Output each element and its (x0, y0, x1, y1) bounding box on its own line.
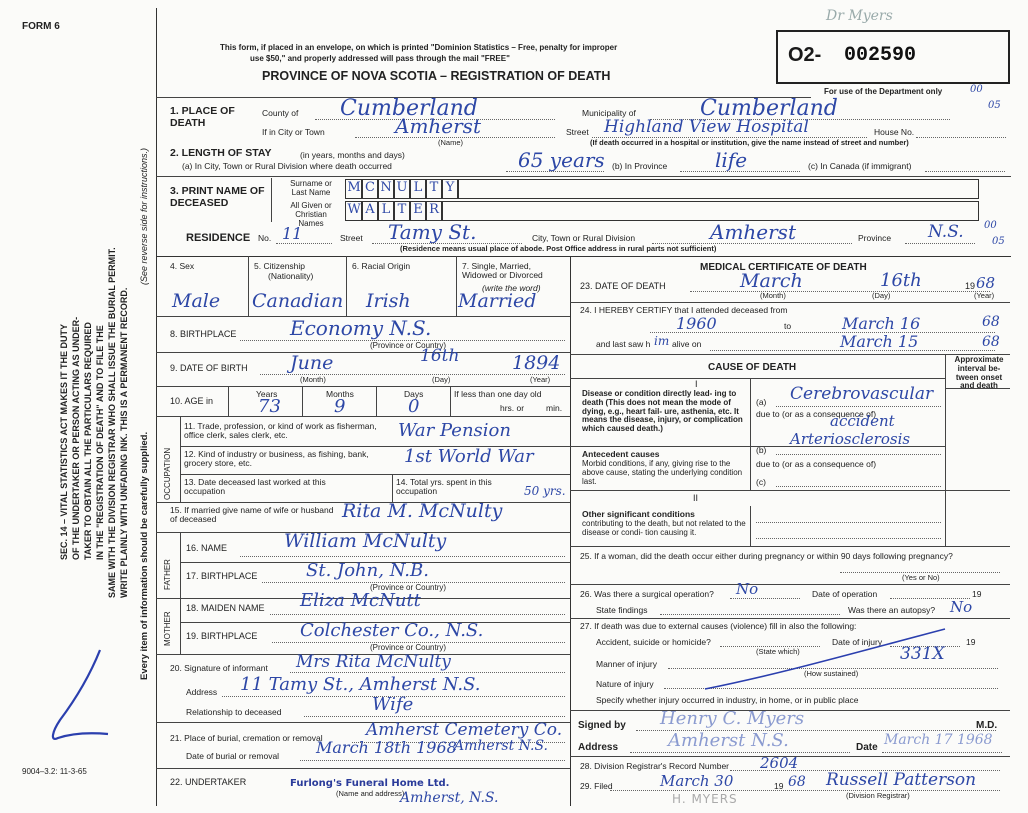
marital-value: Married (458, 290, 537, 312)
stay-sub: (in years, months and days) (300, 150, 405, 160)
antecedent-label: Antecedent causes (582, 449, 660, 459)
spouse-value: Rita M. McNulty (342, 500, 503, 522)
birthplace-caption: (Province or Country) (370, 341, 447, 350)
municipality-value: Cumberland (700, 96, 838, 121)
mother-name-label: 18. MAIDEN NAME (186, 603, 265, 613)
undertaker-address: Amherst, N.S. (400, 790, 499, 806)
header-note-2: use $50," and properly addressed will pass through the mail "FREE" (250, 54, 510, 63)
stay-a-value: 65 years (518, 148, 605, 172)
death-caption-month: (Month) (760, 291, 786, 300)
residence-province: N.S. (928, 222, 964, 242)
undertaker-label: 22. UNDERTAKER (170, 777, 247, 787)
surname-label: Surname or Last Name (290, 179, 332, 197)
occupation-q11-label: 11. Trade, profession, or kind of work as fisherman, office clerk, sales clerk, etc. (184, 421, 377, 441)
surgery-value: No (736, 580, 759, 598)
age-days: 0 (408, 396, 420, 417)
residence-no: 11 (282, 224, 303, 243)
age-lt-label: If less than one day old (454, 389, 542, 399)
record-number-label: 28. Division Registrar's Record Number (580, 761, 730, 771)
sex-label: 4. Sex (170, 261, 195, 271)
registrar-signature: Russell Patterson (826, 770, 977, 790)
marital-sub: (write the word) (482, 283, 541, 293)
stay-a-label: (a) In City, Town or Rural Division where death occurred (182, 161, 392, 171)
occupation-q12-value: 1st World War (404, 446, 534, 467)
informant-address-label: Address (186, 687, 218, 697)
signed-by-label: Signed by (578, 720, 626, 731)
residence-code-1: 00 (984, 220, 997, 231)
alive-on-label: alive on (672, 339, 702, 349)
given-label: All Given or Christian Names (290, 201, 332, 228)
section-i-label: I (695, 379, 698, 389)
residence-city: Amherst (710, 220, 796, 244)
signer-address: Amherst N.S. (668, 730, 789, 751)
age-months: 9 (334, 396, 346, 417)
mother-name: Eliza McNutt (300, 590, 421, 611)
external-code: 331X (900, 644, 945, 664)
county-value: Cumberland (340, 96, 478, 121)
burial-place: Amherst Cemetery Co. (366, 720, 563, 740)
cause-a-value-2: accident (830, 412, 895, 430)
dept-code-1: 00 (970, 84, 983, 95)
city-value: Amherst (395, 114, 481, 138)
other-conditions-label: Other significant conditions (582, 509, 695, 519)
residence-province-label: Province (858, 233, 892, 243)
father-name-label: 16. NAME (186, 543, 228, 553)
father-birthplace: St. John, N.B. (306, 560, 429, 581)
residence-city-label: City, Town or Rural Division (532, 233, 636, 243)
mother-side-label: MOTHER (163, 611, 172, 646)
autopsy-value: No (950, 598, 973, 616)
signed-date: March 17 1968 (884, 732, 993, 748)
birthplace-value: Economy N.S. (290, 316, 432, 340)
dob-year: 1894 (512, 352, 561, 374)
residence-street: Tamy St. (388, 220, 477, 244)
injury-date-label: Date of injury (832, 637, 883, 647)
injury-year-prefix: 19 (966, 637, 976, 647)
attended-to-year: 68 (982, 314, 1000, 330)
cause-b-label: (b) (756, 445, 767, 455)
age-hrs: hrs. or (500, 403, 525, 413)
cause-due-a: due to (or as a consequence of) (756, 409, 877, 419)
father-name: William McNulty (284, 530, 447, 552)
mother-birthplace-caption: (Province or Country) (370, 643, 447, 652)
filed-year: 68 (788, 774, 806, 790)
mother-birthplace: Colchester Co., N.S. (300, 620, 484, 641)
external-causes-label: 27. If death was due to external causes (violence) fill in also the following: (580, 621, 857, 631)
residence-code-2: 05 (992, 236, 1005, 247)
state-which-caption: (State which) (756, 647, 800, 656)
dob-caption-year: (Year) (530, 375, 551, 384)
reg-number: 002590 (844, 44, 917, 67)
alive-on-year: 68 (982, 334, 1000, 350)
pregnancy-caption: (Yes or No) (902, 573, 940, 582)
relationship-label: Relationship to deceased (186, 707, 282, 717)
cause-a-label: (a) (756, 397, 767, 407)
every-item-note: Every item of information should be carefully supplied. (139, 431, 150, 680)
dob-month: June (290, 352, 334, 374)
antecedent-sub: Morbid conditions, if any, giving rise to the above cause, stating the underlying condition last. (582, 459, 743, 486)
county-label: County of (262, 108, 299, 118)
death-day: 16th (880, 270, 922, 291)
birthplace-label: 8. BIRTHPLACE (170, 329, 237, 339)
racial-value: Irish (366, 290, 411, 312)
burial-place-label: 21. Place of burial, cremation or removal (170, 733, 323, 743)
informant-signature: Mrs Rita McNulty (296, 652, 451, 672)
informant-signature-label: 20. Signature of informant (170, 663, 268, 673)
dob-caption-month: (Month) (300, 375, 326, 384)
stamp-name: H. MYERS (672, 792, 738, 806)
section-ii-label: II (693, 493, 699, 503)
age-label: 10. AGE in (170, 396, 214, 406)
how-sustained-caption: (How sustained) (804, 669, 859, 678)
record-number: 2604 (760, 754, 799, 772)
attended-to: March 16 (842, 314, 921, 333)
marital-label: 7. Single, Married, Widowed or Divorced (462, 261, 543, 281)
header-note-1: This form, if placed in an envelope, on which is printed "Dominion Statistics – Free, penalty for improper (220, 43, 618, 52)
father-side-label: FATHER (163, 559, 172, 590)
street-value: Highland View Hospital (604, 117, 809, 137)
stay-c-label: (c) In Canada (if immigrant) (808, 161, 912, 171)
undertaker-value: Furlong's Funeral Home Ltd. (290, 778, 450, 789)
last-saw-him: im (654, 334, 670, 348)
print-name-label: 3. PRINT NAME OF DECEASED (170, 185, 265, 210)
surgery-question: 26. Was there a surgical operation? (580, 589, 714, 599)
form-number: FORM 6 (22, 21, 60, 32)
racial-label: 6. Racial Origin (352, 261, 411, 271)
death-caption-year: (Year) (974, 291, 995, 300)
operation-date-label: Date of operation (812, 589, 878, 599)
filed-label: 29. Filed (580, 781, 613, 791)
findings-label: State findings (596, 605, 648, 615)
citizenship-sub: (Nationality) (268, 271, 314, 281)
death-month: March (740, 270, 803, 292)
attended-to-label: to (784, 321, 792, 331)
registration-number-box (776, 30, 1010, 84)
burial-date-place: Amherst N.S. (454, 738, 548, 754)
death-caption-day: (Day) (872, 291, 891, 300)
dob-caption-day: (Day) (432, 375, 451, 384)
father-birthplace-caption: (Province or Country) (370, 583, 447, 592)
age-years-label: Years (256, 389, 278, 399)
registrar-caption: (Division Registrar) (846, 791, 910, 800)
relationship-value: Wife (372, 694, 414, 715)
age-years: 73 (258, 396, 281, 417)
dept-code-2: 05 (988, 100, 1001, 111)
death-year-prefix: 19 (965, 281, 976, 291)
filed-date: March 30 (660, 772, 734, 790)
filed-year-prefix: 19 (774, 781, 784, 791)
interval-header: Approximate interval be- tween onset and death (954, 355, 1004, 391)
burial-date: March 18th 1968 (316, 738, 457, 757)
direct-cause-label: Disease or condition directly lead- ing to death (This does not mean the mode of dying, e.g., heart fail- ure, asthenia, etc. It means the disease, injury, or complication which caused death.) (582, 389, 743, 434)
occupation-q11-value: War Pension (398, 420, 511, 441)
city-name-caption: (Name) (438, 138, 464, 147)
reverse-instructions: (See reverse side for instructions.) (139, 147, 149, 285)
dob-day: 16th (420, 346, 460, 366)
spouse-label: 15. If married give name of wife or husband of deceased (170, 505, 334, 525)
residence-street-label: Street (340, 233, 363, 243)
cause-heading: CAUSE OF DEATH (708, 362, 797, 373)
occupation-q12-label: 12. Kind of industry or business, as fishing, bank, grocery store, etc. (184, 449, 369, 469)
dob-label: 9. DATE OF BIRTH (170, 363, 248, 373)
autopsy-label: Was there an autopsy? (848, 605, 936, 615)
attended-from: 1960 (676, 314, 717, 333)
cause-due-b: due to (or as a consequence of) (756, 459, 877, 469)
residence-note: (Residence means usual place of abode. Post Office address in rural parts not sufficient) (400, 244, 717, 253)
specify-label: Specify whether injury occurred in industry, in home, or in public place (596, 695, 859, 705)
form-code: 9004–3.2: 11-3-65 (22, 767, 87, 776)
sex-value: Male (172, 290, 221, 312)
informant-address: 11 Tamy St., Amherst N.S. (240, 674, 481, 695)
last-saw-label: and last saw h (596, 339, 651, 349)
length-of-stay-label: 2. LENGTH OF STAY (170, 147, 272, 159)
age-days-label: Days (404, 389, 424, 399)
md-label: M.D. (976, 720, 998, 731)
signed-by-value: Henry C. Myers (660, 708, 805, 729)
age-months-label: Months (326, 389, 354, 399)
place-of-death-label: 1. PLACE OF DEATH (170, 105, 235, 129)
citizenship-label: 5. Citizenship (254, 261, 306, 271)
signer-address-label: Address (578, 742, 619, 753)
dept-use-label: For use of the Department only (824, 87, 943, 96)
residence-no-label: No. (258, 233, 272, 243)
cause-b-value: Arteriosclerosis (790, 430, 911, 448)
burial-date-label: Date of burial or removal (186, 751, 280, 761)
accident-label: Accident, suicide or homicide? (596, 637, 711, 647)
other-conditions-sub: contributing to the death, but not related to the disease or condi- tion causing it. (582, 519, 746, 537)
reg-prefix: O2- (788, 44, 822, 66)
nature-label: Nature of injury (596, 679, 654, 689)
stay-b-value: life (715, 148, 748, 172)
top-handwritten-name: Dr Myers (826, 8, 893, 24)
residence-label: RESIDENCE (186, 232, 251, 244)
cancel-stroke (700, 624, 950, 694)
operation-year-prefix: 19 (972, 589, 982, 599)
cause-a-value: Cerebrovascular (790, 384, 934, 404)
death-year: 68 (976, 274, 996, 292)
cause-c-label: (c) (756, 477, 766, 487)
occupation-side-label: OCCUPATION (163, 447, 172, 500)
occupation-q14-value: 50 yrs. (524, 484, 566, 498)
pregnancy-question: 25. If a woman, did the death occur either during pregnancy or within 90 days following pregnancy? (580, 551, 953, 561)
age-min: min. (546, 403, 563, 413)
city-label: If in City or Town (262, 127, 325, 137)
occupation-q13-label: 13. Date deceased last worked at this occupation (184, 477, 326, 497)
margin-initial-mark (30, 640, 120, 750)
alive-on: March 15 (840, 332, 919, 351)
father-birthplace-label: 17. BIRTHPLACE (186, 571, 258, 581)
stay-b-label: (b) In Province (612, 161, 668, 171)
house-label: House No. (874, 127, 915, 137)
hospital-note: (If death occurred in a hospital or institution, give the name instead of street and number) (590, 138, 909, 147)
undertaker-caption: (Name and address) (336, 789, 405, 798)
citizenship-value: Canadian (252, 290, 344, 312)
mother-birthplace-label: 19. BIRTHPLACE (186, 631, 258, 641)
certify-label: 24. I HEREBY CERTIFY that I attended deceased from (580, 305, 788, 315)
medical-heading: MEDICAL CERTIFICATE OF DEATH (700, 262, 867, 273)
signed-date-label: Date (856, 742, 878, 753)
municipality-label: Municipality of (582, 108, 636, 118)
manner-label: Manner of injury (596, 659, 657, 669)
form-title: PROVINCE OF NOVA SCOTIA – REGISTRATION OF DEATH (262, 69, 611, 83)
occupation-q14-label: 14. Total yrs. spent in this occupation (396, 477, 492, 497)
date-of-death-label: 23. DATE OF DEATH (580, 281, 666, 291)
street-label: Street (566, 127, 589, 137)
